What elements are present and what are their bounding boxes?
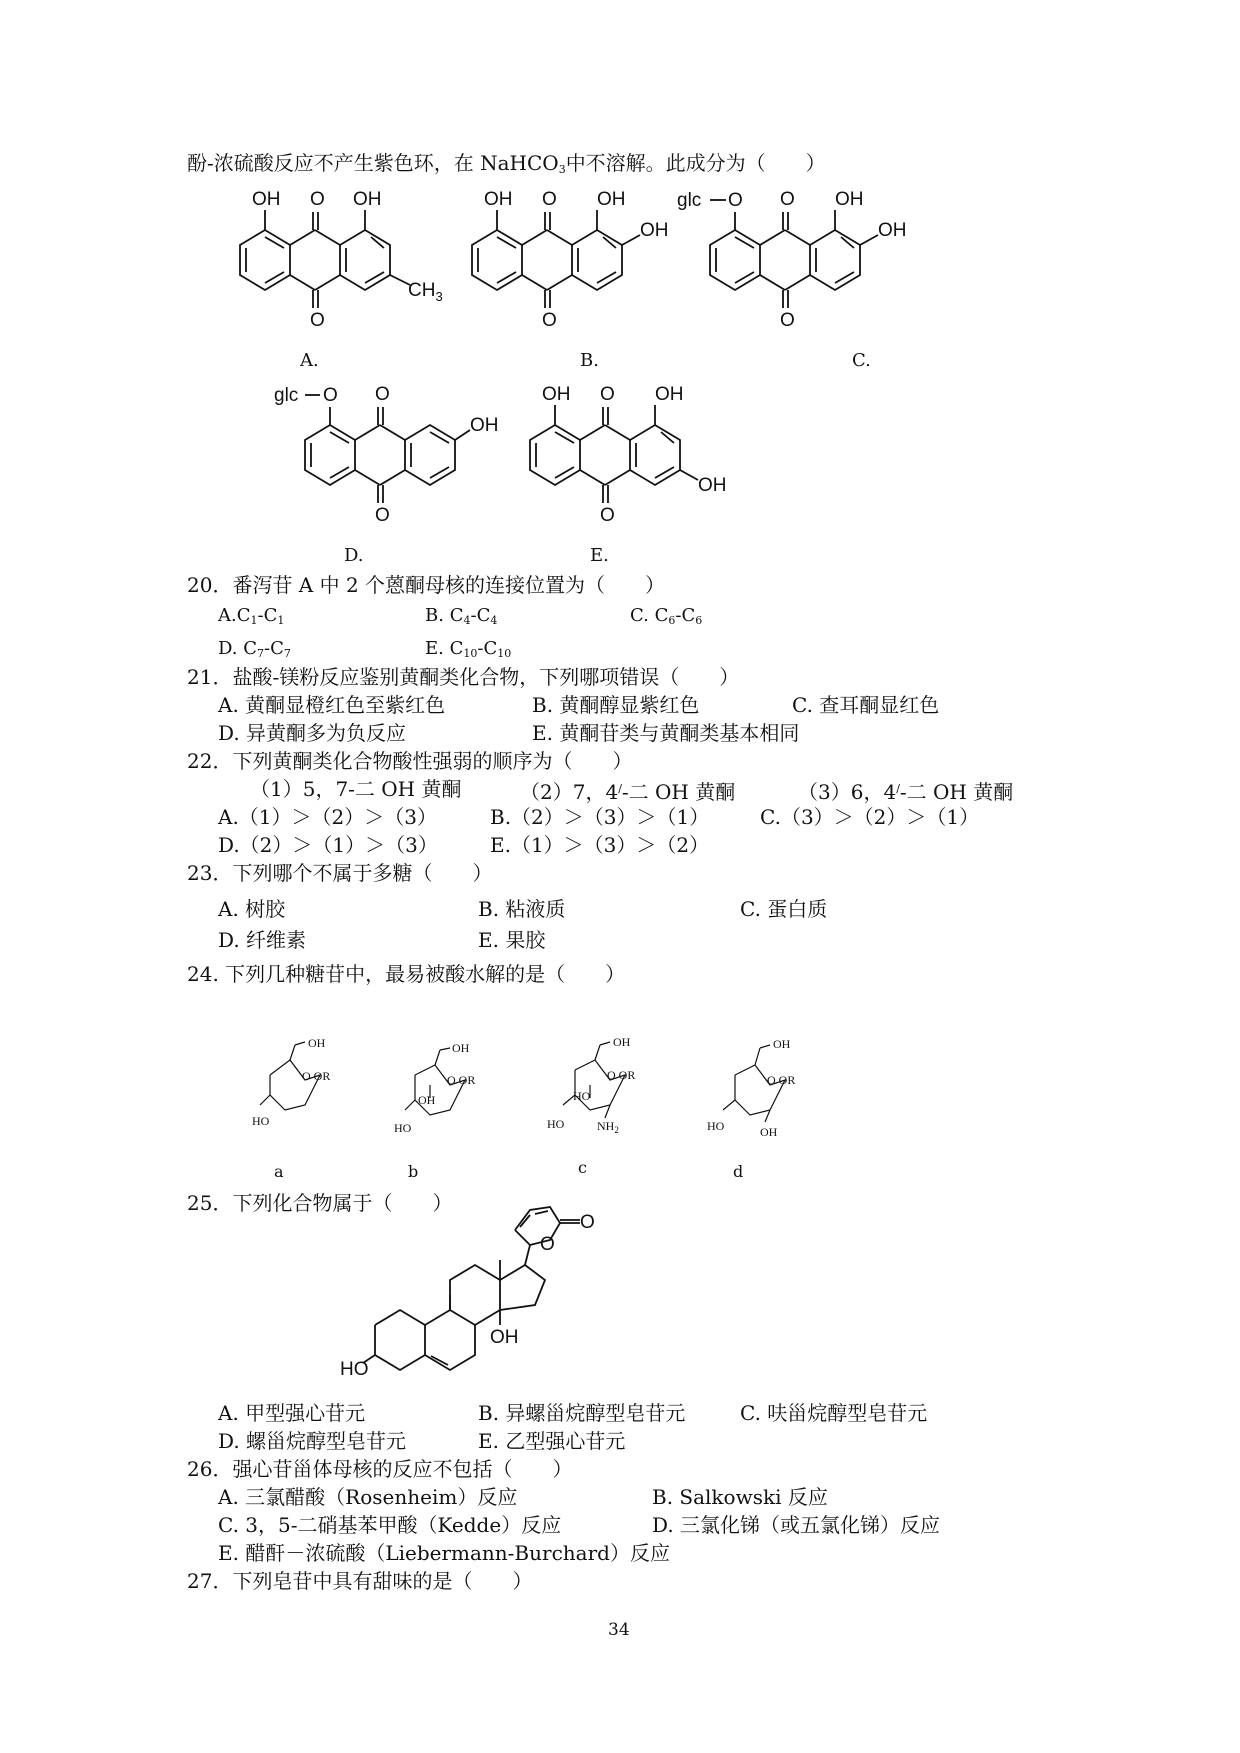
oxo-label: O [780, 189, 795, 210]
q21-option-b[interactable]: B. 黄酮醇显紫红色 [532, 693, 700, 717]
option-label-a[interactable]: A. [300, 350, 319, 371]
oxo-label: O [310, 189, 325, 210]
q24-stem: 24. 下列几种糖苷中，最易被酸水解的是（ ） [187, 962, 626, 986]
q25-option-e[interactable]: E. 乙型强心苷元 [478, 1429, 626, 1453]
q25-option-b[interactable]: B. 异螺甾烷醇型皂苷元 [478, 1401, 686, 1425]
carbonyl-oxygen-label: O [580, 1212, 595, 1233]
q22-item-1: （1）5，7-二 OH 黄酮 [250, 777, 462, 801]
q22-item-3: （3）6，4/-二 OH 黄酮 [798, 780, 1014, 804]
option-label-d[interactable]: D. [344, 545, 364, 566]
q22-option-c[interactable]: C.（3）＞（2）＞（1） [760, 805, 980, 829]
hydroxyl-label: OH [490, 1327, 519, 1348]
q20-stem: 20．番泻苷 A 中 2 个蒽酮母核的连接位置为（ ） [187, 573, 666, 597]
q26-stem: 26．强心苷甾体母核的反应不包括（ ） [187, 1457, 573, 1481]
hydroxyl-label: OH [252, 189, 281, 210]
q22-option-e[interactable]: E.（1）＞（3）＞（2） [490, 833, 710, 857]
q20-option-b[interactable]: B. $C_4-C_4$ [425, 605, 498, 627]
q22-stem: 22．下列黄酮类化合物酸性强弱的顺序为（ ） [187, 749, 633, 773]
hydroxyl-label: OH [835, 189, 864, 210]
hydroxyl-label: OH [597, 189, 626, 210]
hydroxyl-label: HO [394, 1121, 412, 1135]
q21-option-a[interactable]: A. 黄酮显橙红色至紫红色 [218, 693, 446, 717]
q23-stem: 23．下列哪个不属于多糖（ ） [187, 861, 493, 885]
q20-option-d[interactable]: D. $C_7-C_7$ [218, 638, 291, 660]
glycoside-structure-d [705, 1030, 825, 1150]
q22-option-d[interactable]: D.（2）＞（1）＞（3） [218, 833, 438, 857]
glycosidic-oxygen-label: O OR [607, 1068, 636, 1082]
hydroxyl-label: OH [655, 384, 684, 405]
oxo-label: O [375, 384, 390, 405]
option-label-b[interactable]: B. [580, 350, 599, 371]
q25-option-c[interactable]: C. 呋甾烷醇型皂苷元 [740, 1401, 928, 1425]
bufadienolide-steroid-structure [340, 1212, 675, 1395]
hydroxyl-label: OH [760, 1125, 778, 1139]
q23-option-d[interactable]: D. 纤维素 [218, 928, 307, 952]
hydroxyl-label: HO [573, 1089, 591, 1103]
q26-option-c[interactable]: C. 3，5-二硝基苯甲酸（Kedde）反应 [218, 1513, 562, 1537]
q21-option-d[interactable]: D. 异黄酮多为负反应 [218, 721, 407, 745]
anthraquinone-structure-d [274, 384, 530, 535]
q26-option-a[interactable]: A. 三氯醋酸（Rosenheim）反应 [218, 1485, 518, 1509]
q23-option-a[interactable]: A. 树胶 [218, 897, 286, 921]
q20-option-a[interactable]: $A.C_1-C_1$ [218, 605, 285, 627]
page-number: 34 [608, 1620, 630, 1640]
anthraquinone-structure-c [677, 189, 920, 340]
q20-option-c[interactable]: C. $C_6-C_6$ [630, 605, 703, 627]
q20-option-e[interactable]: E. $C_{10}-C_{10}$ [425, 638, 512, 660]
hydroxyl-label: OH [484, 189, 513, 210]
q25-stem: 25．下列化合物属于（ ） [187, 1191, 453, 1215]
oxo-label: O [310, 310, 325, 331]
anthraquinone-structure-a [230, 190, 460, 340]
hydroxyl-label: OH [698, 475, 727, 496]
sugar-label-d[interactable]: d [733, 1162, 744, 1181]
q21-option-c[interactable]: C. 查耳酮显红色 [792, 693, 940, 717]
oxo-label: O [542, 310, 557, 331]
option-label-e[interactable]: E. [590, 545, 609, 566]
sugar-label-c[interactable]: c [578, 1158, 587, 1177]
oxo-label: O [542, 189, 557, 210]
ether-oxygen-label: O [323, 385, 338, 406]
oxo-label: O [375, 505, 390, 526]
hydroxyl-label: OH [640, 220, 669, 241]
q23-option-c[interactable]: C. 蛋白质 [740, 897, 828, 921]
oxo-label: O [780, 310, 795, 331]
q26-option-d[interactable]: D. 三氯化锑（或五氯化锑）反应 [652, 1513, 941, 1537]
hydroxyl-label: OH [452, 1041, 470, 1055]
glucosyl-label: glc [274, 385, 299, 406]
ether-oxygen-label: O [728, 190, 743, 211]
oxo-label: O [600, 384, 615, 405]
methyl-label: $CH_3$ [408, 280, 443, 304]
glycoside-structure-b [390, 1030, 500, 1150]
anthraquinone-structure-e [520, 385, 770, 535]
q22-item-2: （2）7，4/-二 OH 黄酮 [520, 780, 736, 804]
sugar-label-b[interactable]: b [408, 1162, 419, 1181]
glycosidic-oxygen-label: O OR [767, 1073, 796, 1087]
q22-option-b[interactable]: B.（2）＞（3）＞（1） [490, 805, 710, 829]
hydroxyl-label: OH [878, 220, 907, 241]
amino-label: $NH_2$ [597, 1119, 619, 1135]
hydroxyl-label: OH [542, 384, 571, 405]
oxo-label: O [600, 505, 615, 526]
hydroxyl-label: OH [773, 1037, 791, 1051]
q26-option-e[interactable]: E. 醋酐－浓硫酸（Liebermann-Burchard）反应 [218, 1541, 670, 1565]
q25-option-a[interactable]: A. 甲型强心苷元 [218, 1401, 366, 1425]
q26-option-b[interactable]: B. Salkowski 反应 [652, 1485, 828, 1509]
q27-stem: 27．下列皂苷中具有甜味的是（ ） [187, 1569, 533, 1593]
hydroxyl-label: OH [353, 189, 382, 210]
glycoside-structure-a [250, 1030, 360, 1140]
hydroxyl-label: HO [340, 1359, 369, 1380]
hydroxyl-label: OH [308, 1036, 326, 1050]
q25-option-d[interactable]: D. 螺甾烷醇型皂苷元 [218, 1429, 407, 1453]
hydroxyl-label: OH [470, 415, 499, 436]
option-label-c[interactable]: C. [852, 350, 871, 371]
hydroxyl-label: OH [418, 1093, 436, 1107]
anthraquinone-structure-b [462, 190, 692, 340]
glucosyl-label: glc [677, 190, 702, 211]
ring-oxygen-label: O [540, 1234, 555, 1255]
q22-option-a[interactable]: A.（1）＞（2）＞（3） [218, 805, 437, 829]
q19-stem: 酚-浓硫酸反应不产生紫色环，在 NaHCO$_3$中不溶解。此成分为（ ） [187, 151, 826, 176]
q23-option-b[interactable]: B. 粘液质 [478, 897, 566, 921]
glycosidic-oxygen-label: O OR [302, 1069, 331, 1083]
glycosidic-oxygen-label: O OR [447, 1073, 476, 1087]
hydroxyl-label: OH [613, 1035, 631, 1049]
hydroxyl-label: HO [547, 1117, 565, 1131]
hydroxyl-label: HO [707, 1119, 725, 1133]
glycoside-structure-c [545, 1030, 665, 1150]
q21-stem: 21．盐酸-镁粉反应鉴别黄酮类化合物，下列哪项错误（ ） [187, 665, 740, 689]
q23-option-e[interactable]: E. 果胶 [478, 928, 546, 952]
sugar-label-a[interactable]: a [274, 1162, 284, 1181]
q21-option-e[interactable]: E. 黄酮苷类与黄酮类基本相同 [532, 721, 800, 745]
hydroxyl-label: HO [252, 1114, 270, 1128]
